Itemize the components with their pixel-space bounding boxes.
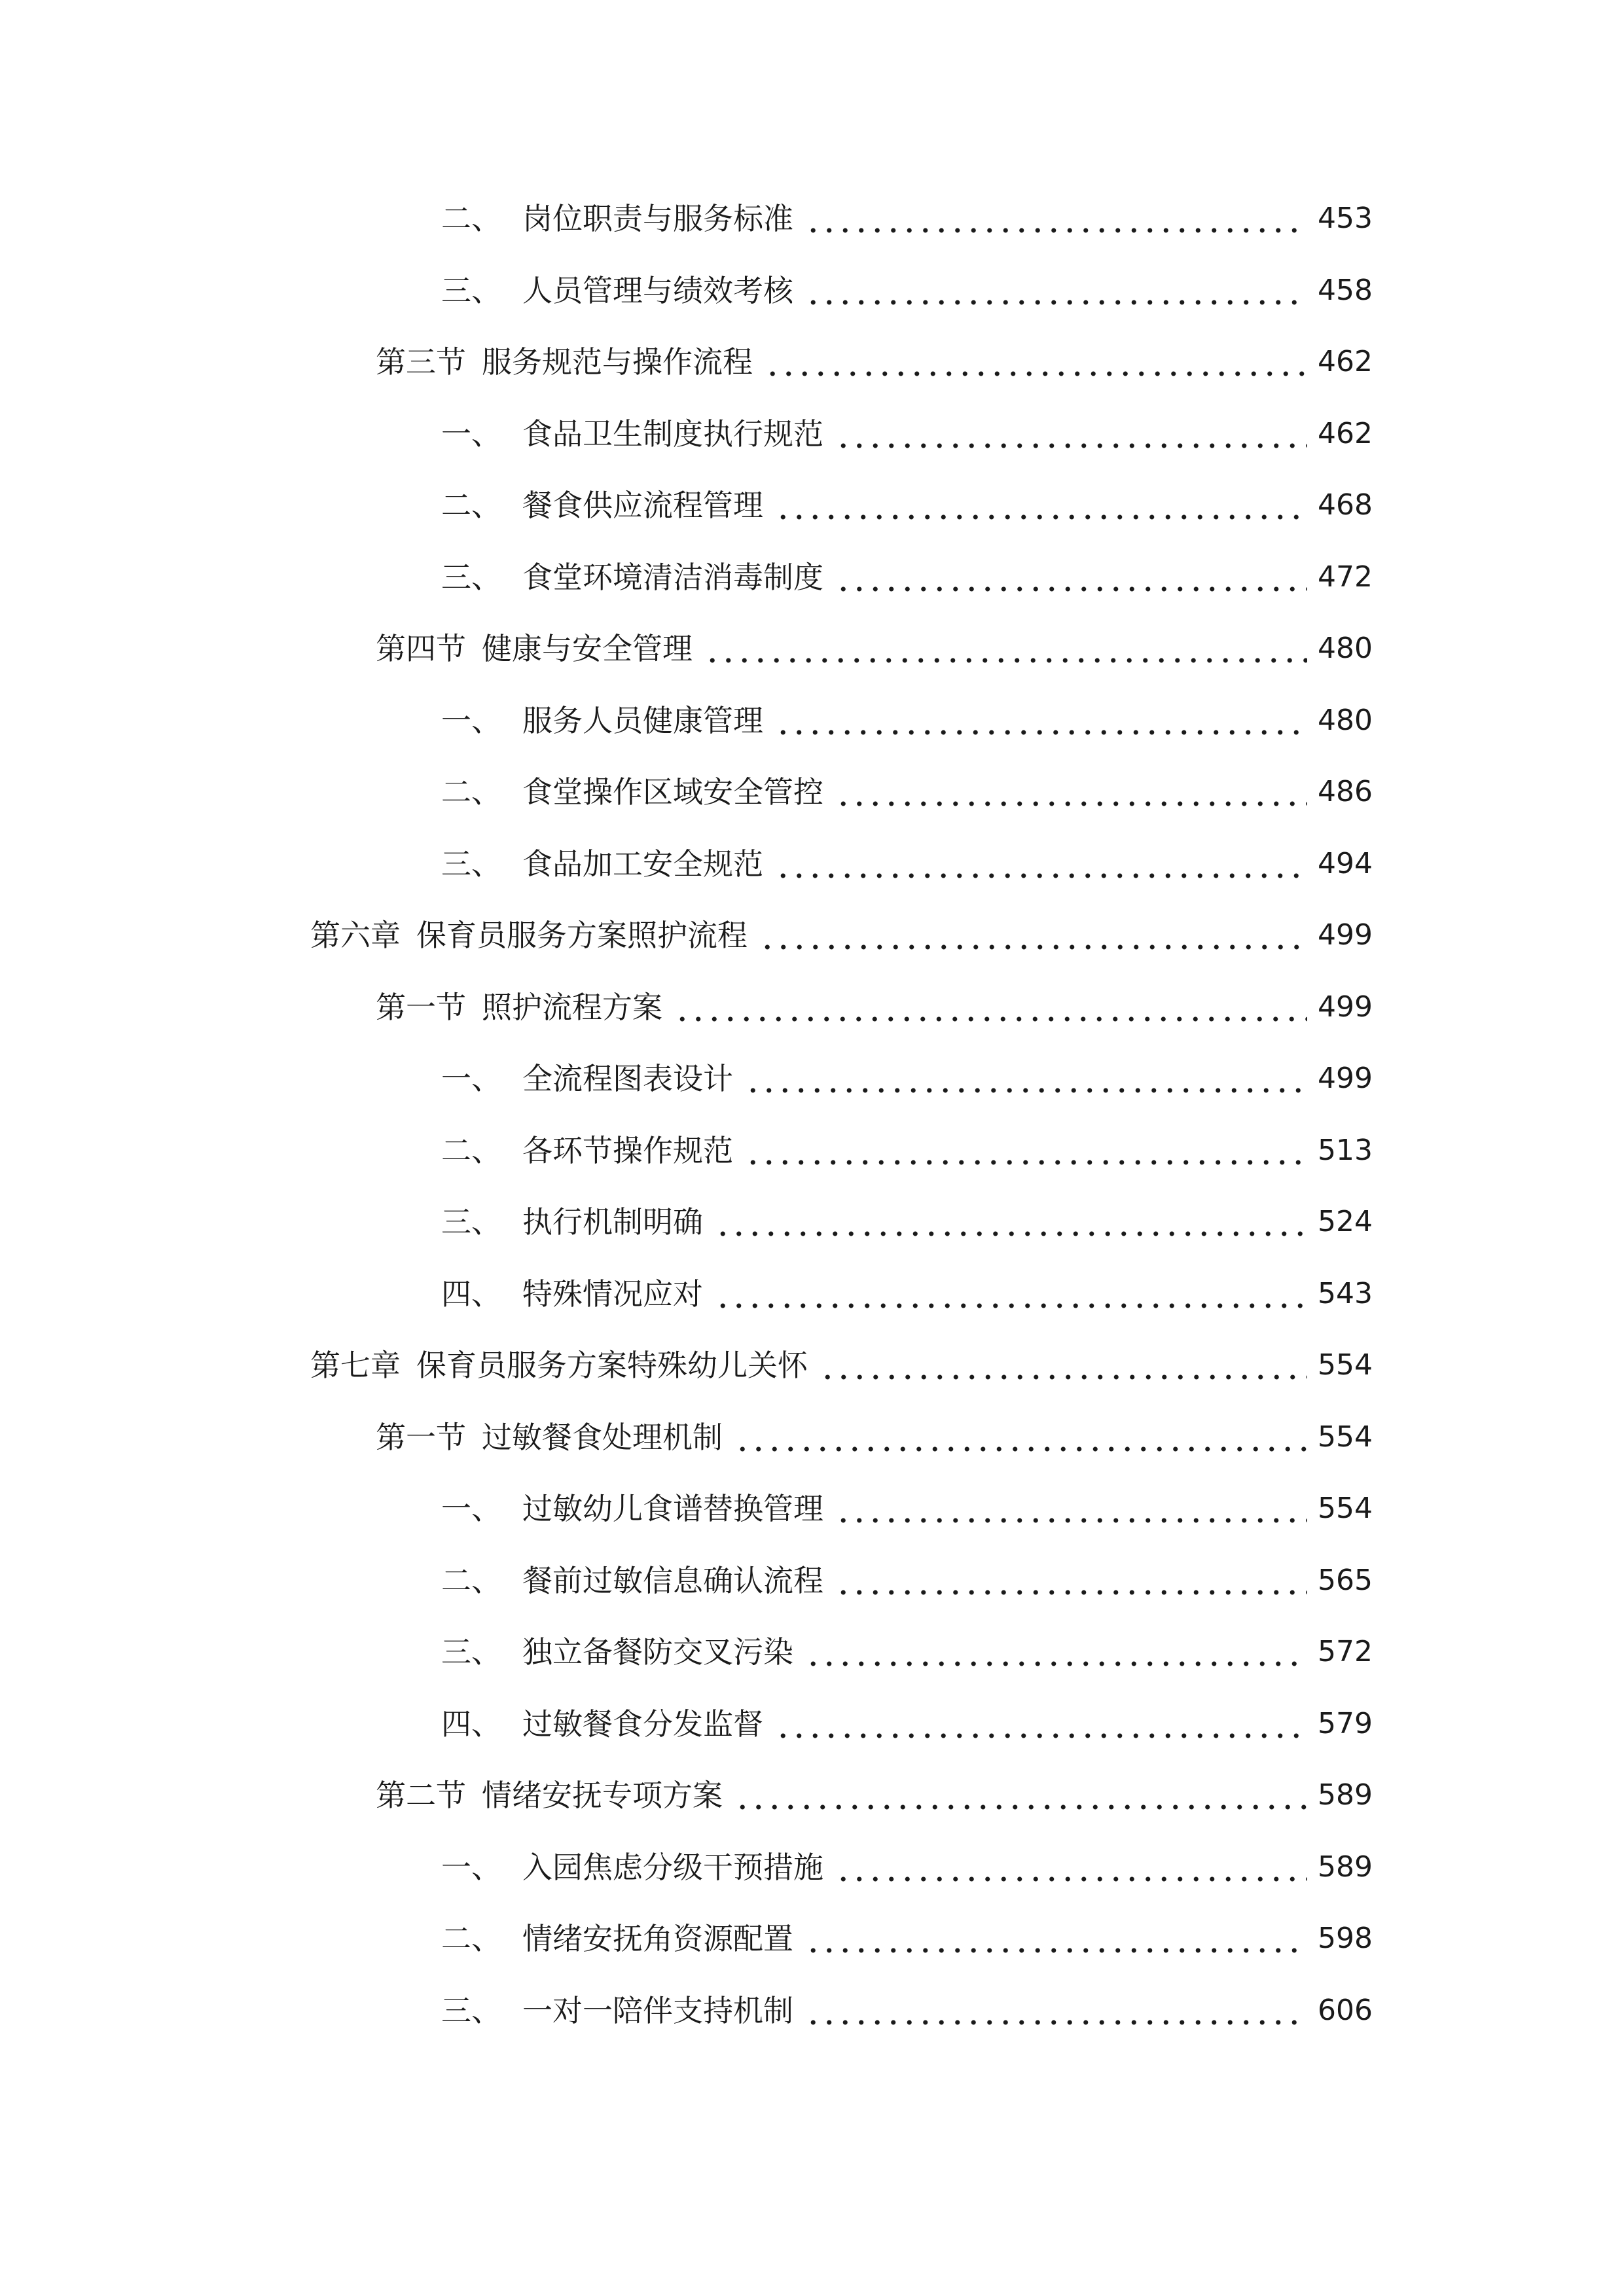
toc-entry-page: 480 bbox=[1318, 632, 1373, 665]
toc-entry[interactable] bbox=[441, 1912, 1373, 1965]
toc-entry-page: 554 bbox=[1318, 1492, 1373, 1525]
dot-leader bbox=[835, 766, 1307, 818]
toc-entry-title: 食品加工安全规范 bbox=[522, 846, 763, 882]
toc-entry[interactable] bbox=[441, 1626, 1373, 1678]
toc-entry-title: 情绪安抚专项方案 bbox=[482, 1778, 723, 1813]
toc-entry-number: 一、 bbox=[441, 1061, 501, 1096]
toc-entry-title: 健康与安全管理 bbox=[482, 631, 693, 666]
toc-entry[interactable] bbox=[310, 1339, 1373, 1391]
toc-entry[interactable] bbox=[441, 766, 1373, 818]
toc-entry[interactable] bbox=[441, 408, 1373, 460]
toc-entry-page: 572 bbox=[1318, 1635, 1373, 1668]
toc-entry-title: 餐食供应流程管理 bbox=[522, 488, 763, 523]
toc-entry[interactable] bbox=[441, 1124, 1373, 1177]
dot-leader bbox=[775, 838, 1307, 890]
dot-leader bbox=[715, 1268, 1307, 1320]
toc-entry-page: 494 bbox=[1318, 847, 1373, 880]
toc-entry-page: 468 bbox=[1318, 488, 1373, 522]
toc-entry-number: 二、 bbox=[441, 201, 501, 236]
toc-entry-number: 三、 bbox=[441, 273, 501, 308]
toc-entry-title: 独立备餐防交叉污染 bbox=[522, 1634, 793, 1670]
toc-entry[interactable] bbox=[376, 1769, 1373, 1821]
toc-entry-number: 三、 bbox=[441, 1204, 501, 1240]
toc-entry-number: 一、 bbox=[441, 416, 501, 452]
toc-entry-page: 458 bbox=[1318, 274, 1373, 307]
toc-entry-title: 情绪安抚角资源配置 bbox=[522, 1921, 793, 1956]
toc-entry-title: 保育员服务方案特殊幼儿关怀 bbox=[416, 1348, 808, 1383]
toc-entry[interactable] bbox=[310, 909, 1373, 961]
dot-leader bbox=[820, 1339, 1307, 1391]
toc-entry[interactable] bbox=[441, 1482, 1373, 1535]
toc-entry-number: 二、 bbox=[441, 1563, 501, 1598]
toc-entry-number: 四、 bbox=[441, 1276, 501, 1312]
dot-leader bbox=[674, 981, 1307, 1033]
toc-entry-title: 过敏餐食分发监督 bbox=[522, 1706, 763, 1742]
toc-entry-page: 565 bbox=[1318, 1564, 1373, 1597]
toc-entry-title: 特殊情况应对 bbox=[522, 1276, 703, 1312]
toc-entry-number: 四、 bbox=[441, 1706, 501, 1742]
toc-entry[interactable] bbox=[441, 1196, 1373, 1248]
toc-entry-title: 过敏餐食处理机制 bbox=[482, 1420, 723, 1455]
dot-leader bbox=[745, 1124, 1307, 1177]
toc-entry-page: 480 bbox=[1318, 704, 1373, 737]
toc-entry-number: 三、 bbox=[441, 560, 501, 595]
toc-entry-number: 三、 bbox=[441, 1634, 501, 1670]
toc-entry[interactable] bbox=[376, 1411, 1373, 1463]
toc-entry-title: 照护流程方案 bbox=[482, 990, 662, 1025]
toc-entry-number: 一、 bbox=[441, 1850, 501, 1885]
toc-entry[interactable] bbox=[441, 694, 1373, 747]
toc-entry-number: 第一节 bbox=[376, 990, 466, 1025]
dot-leader bbox=[759, 909, 1307, 961]
toc-entry-title: 过敏幼儿食谱替换管理 bbox=[522, 1491, 823, 1526]
toc-entry-number: 二、 bbox=[441, 1133, 501, 1168]
toc-entry[interactable] bbox=[441, 1841, 1373, 1893]
dot-leader bbox=[715, 1196, 1307, 1248]
toc-entry-title: 服务规范与操作流程 bbox=[482, 344, 753, 380]
toc-entry-page: 462 bbox=[1318, 417, 1373, 450]
toc-entry[interactable] bbox=[441, 1984, 1373, 2037]
toc-entry[interactable] bbox=[441, 838, 1373, 890]
toc-entry[interactable] bbox=[441, 551, 1373, 603]
toc-entry-title: 食品卫生制度执行规范 bbox=[522, 416, 823, 452]
toc-entry-page: 499 bbox=[1318, 1062, 1373, 1095]
toc-entry-title: 餐前过敏信息确认流程 bbox=[522, 1563, 823, 1598]
toc-entry-page: 606 bbox=[1318, 1994, 1373, 2027]
toc-entry-title: 人员管理与绩效考核 bbox=[522, 273, 793, 308]
toc-entry-number: 三、 bbox=[441, 846, 501, 882]
toc-entry-page: 543 bbox=[1318, 1277, 1373, 1310]
dot-leader bbox=[835, 551, 1307, 603]
toc-entry-title: 各环节操作规范 bbox=[522, 1133, 733, 1168]
toc-entry-title: 一对一陪伴支持机制 bbox=[522, 1993, 793, 2028]
toc-entry-number: 第四节 bbox=[376, 631, 466, 666]
dot-leader bbox=[734, 1411, 1307, 1463]
toc-entry[interactable] bbox=[441, 1052, 1373, 1105]
toc-entry[interactable] bbox=[441, 1698, 1373, 1750]
dot-leader bbox=[835, 1482, 1307, 1535]
dot-leader bbox=[775, 694, 1307, 747]
toc-entry[interactable] bbox=[376, 336, 1373, 388]
dot-leader bbox=[704, 622, 1307, 675]
dot-leader bbox=[765, 336, 1307, 388]
toc-entry-page: 453 bbox=[1318, 202, 1373, 235]
dot-leader bbox=[805, 264, 1307, 317]
dot-leader bbox=[775, 1698, 1307, 1750]
dot-leader bbox=[775, 479, 1307, 531]
toc-entry-number: 三、 bbox=[441, 1993, 501, 2028]
dot-leader bbox=[805, 1626, 1307, 1678]
toc-entry-page: 579 bbox=[1318, 1707, 1373, 1740]
toc-entry-number: 第六章 bbox=[310, 918, 401, 953]
dot-leader bbox=[835, 1841, 1307, 1893]
toc-entry-title: 入园焦虑分级干预措施 bbox=[522, 1850, 823, 1885]
toc-entry-number: 二、 bbox=[441, 774, 501, 810]
toc-entry-page: 554 bbox=[1318, 1420, 1373, 1454]
toc-entry[interactable] bbox=[441, 192, 1373, 245]
toc-entry[interactable] bbox=[376, 622, 1373, 675]
toc-entry-page: 472 bbox=[1318, 560, 1373, 594]
toc-entry-number: 第一节 bbox=[376, 1420, 466, 1455]
toc-entry-title: 保育员服务方案照护流程 bbox=[416, 918, 748, 953]
toc-entry-number: 二、 bbox=[441, 1921, 501, 1956]
toc-entry-page: 499 bbox=[1318, 990, 1373, 1024]
toc-entry-page: 524 bbox=[1318, 1205, 1373, 1238]
toc-entry-page: 589 bbox=[1318, 1778, 1373, 1812]
toc-entry[interactable] bbox=[441, 479, 1373, 531]
toc-entry-page: 499 bbox=[1318, 918, 1373, 952]
toc-entry-title: 执行机制明确 bbox=[522, 1204, 703, 1240]
toc-entry-page: 598 bbox=[1318, 1922, 1373, 1955]
toc-entry-number: 一、 bbox=[441, 703, 501, 738]
toc-entry-page: 554 bbox=[1318, 1348, 1373, 1382]
toc-entry-number: 一、 bbox=[441, 1491, 501, 1526]
toc-entry[interactable] bbox=[441, 1268, 1373, 1320]
toc-entry[interactable] bbox=[376, 981, 1373, 1033]
toc-entry-title: 服务人员健康管理 bbox=[522, 703, 763, 738]
dot-leader bbox=[805, 1984, 1307, 2037]
dot-leader bbox=[805, 192, 1307, 245]
dot-leader bbox=[745, 1052, 1307, 1105]
toc-entry-page: 462 bbox=[1318, 345, 1373, 378]
toc-entry-title: 岗位职责与服务标准 bbox=[522, 201, 793, 236]
toc-entry-number: 第二节 bbox=[376, 1778, 466, 1813]
dot-leader bbox=[835, 1554, 1307, 1607]
dot-leader bbox=[734, 1769, 1307, 1821]
toc-entry-number: 第七章 bbox=[310, 1348, 401, 1383]
toc-entry-page: 589 bbox=[1318, 1850, 1373, 1884]
toc-entry-page: 513 bbox=[1318, 1134, 1373, 1167]
toc-entry[interactable] bbox=[441, 264, 1373, 317]
toc-entry[interactable] bbox=[441, 1554, 1373, 1607]
toc-entry-title: 食堂操作区域安全管控 bbox=[522, 774, 823, 810]
toc-entry-number: 第三节 bbox=[376, 344, 466, 380]
toc-entry-title: 全流程图表设计 bbox=[522, 1061, 733, 1096]
toc-entry-title: 食堂环境清洁消毒制度 bbox=[522, 560, 823, 595]
dot-leader bbox=[835, 408, 1307, 460]
dot-leader bbox=[805, 1912, 1307, 1965]
toc-entry-number: 二、 bbox=[441, 488, 501, 523]
toc-entry-page: 486 bbox=[1318, 775, 1373, 808]
